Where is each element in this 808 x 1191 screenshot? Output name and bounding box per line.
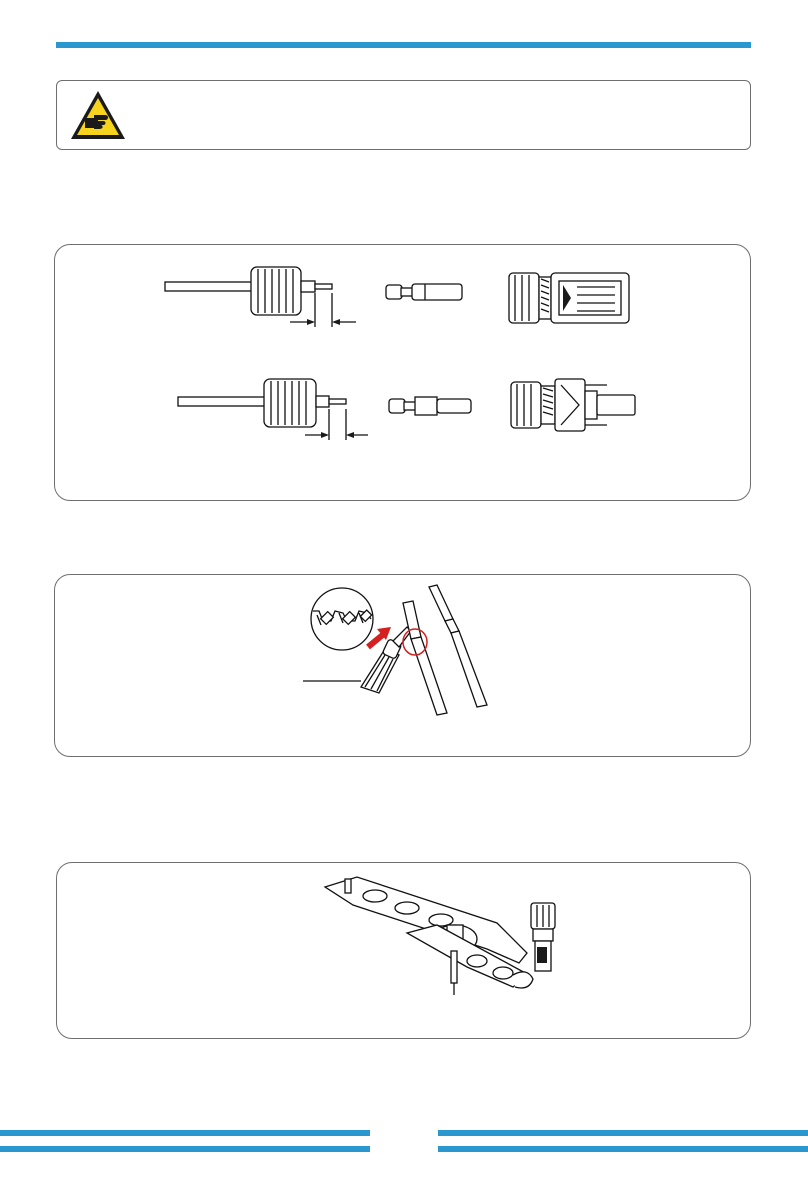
footer-bar-right-2 — [438, 1146, 808, 1152]
connector-housing-male — [511, 379, 635, 431]
connector-housing-female — [509, 273, 629, 323]
assembled-connector-icon — [531, 903, 555, 971]
footer-bar-left-1 — [0, 1130, 370, 1136]
cable-with-contact-1 — [403, 601, 447, 715]
cable-with-cap-nut-1 — [165, 267, 356, 327]
cable-with-cap-nut-2 — [178, 379, 368, 440]
assembly-figure — [56, 862, 751, 1039]
crimping-figure — [54, 574, 751, 757]
footer-bar-left-2 — [0, 1146, 370, 1152]
crimp-contact-1 — [386, 284, 462, 300]
strip-parts-figure — [54, 244, 751, 501]
crimp-jaw-detail — [311, 588, 373, 650]
top-rule — [56, 42, 751, 48]
warning-box — [56, 80, 751, 150]
spanner-wrench-icon — [325, 877, 533, 995]
crimp-contact-2 — [389, 397, 471, 415]
footer-bar-right-1 — [438, 1130, 808, 1136]
pointing-hand-warning-icon — [68, 87, 128, 143]
